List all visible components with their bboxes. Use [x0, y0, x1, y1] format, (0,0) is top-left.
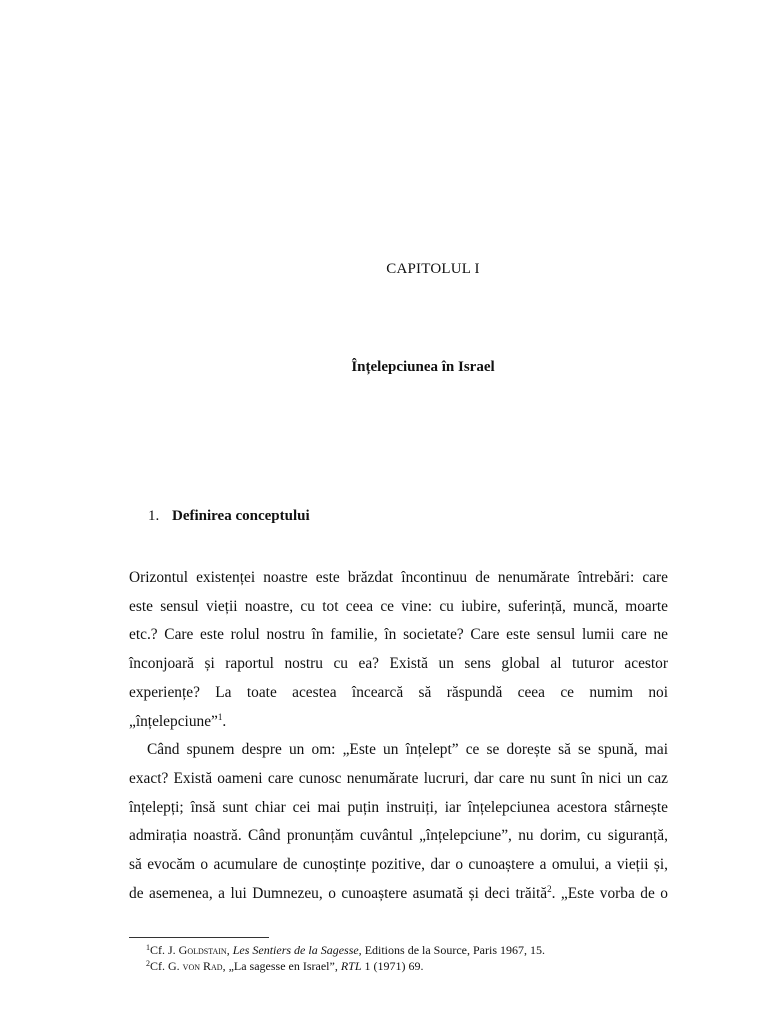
paragraph-line: Când spunem despre un om: „Este un înțelept” ce se dorește să se spună, mai [147, 741, 668, 759]
footnote [146, 958, 545, 974]
body-text [129, 564, 668, 908]
footnote-text: 1 (1971) 69. [361, 959, 424, 973]
paragraph-text: de asemenea, a lui Dumnezeu, o cunoaștere asumată și deci trăită [129, 884, 548, 902]
footnote-author: von Rad [182, 959, 223, 973]
paragraph-line: experiențe? La toate acestea încearcă să răspundă ceea ce numim noi [129, 683, 668, 701]
paragraph-line: să evocăm o acumulare de cunoștințe pozitive, dar o cunoaștere a omului, a vieții și, [129, 856, 668, 874]
footnote-text: , „La sagesse en Israel”, [222, 959, 341, 973]
paragraph-text: . [222, 712, 227, 730]
paragraph-line: înțelepți; însă sunt chiar cei mai puțin instruiți, iar înțelepciunea acestora stârnește [129, 798, 668, 816]
section-title: Definirea conceptului [172, 508, 310, 524]
paragraph-line: este sensul vieții noastre, cu tot ceea ce vine: cu iubire, suferință, muncă, moarte [129, 597, 668, 615]
paragraph-line: etc.? Care este rolul nostru în familie, în societate? Care este sensul lumii care ne [129, 626, 668, 644]
footnote-text: , [226, 943, 233, 957]
footnotes [146, 942, 545, 974]
paragraph-line: Orizontul existenței noastre este brăzdat încontinuu de nenumărate întrebări: care [129, 569, 668, 586]
paragraph-text: „înțelepciune” [129, 712, 218, 730]
section-heading [148, 508, 310, 525]
footnote-title: RTL [340, 959, 362, 973]
paragraph-text: . „Este vorba de o [551, 884, 668, 902]
footnote-marker: 1 [146, 943, 150, 952]
footnote [146, 942, 545, 958]
chapter-label: CAPITOLUL I [386, 261, 480, 277]
footnote-author: Goldstain [178, 943, 227, 957]
footnote-ref[interactable]: 1 [217, 711, 223, 722]
section-number: 1. [148, 508, 160, 524]
footnote-text: Cf. G. [150, 959, 183, 973]
paragraph-line [129, 708, 668, 737]
chapter-title: Înțelepciunea în Israel [351, 359, 495, 375]
paragraph-line: admirația noastră. Când pronunțăm cuvântul „înțelepciune”, nu dorim, cu siguranță, [129, 827, 668, 845]
footnote-divider [129, 937, 269, 938]
footnote-text: Cf. J. [150, 943, 179, 957]
footnote-text: Editions de la Source, Paris 1967, 15. [361, 943, 545, 957]
footnote-title: Les Sentiers de la Sagesse, [232, 943, 362, 957]
paragraph-line: exact? Există oameni care cunosc nenumărate lucruri, dar care nu sunt în nici un caz [129, 769, 668, 787]
paragraph-line: înconjoară și raportul nostru cu ea? Există un sens global al tuturor acestor [129, 655, 668, 673]
paragraph-line [129, 880, 668, 909]
footnote-ref[interactable]: 2 [547, 883, 552, 894]
footnote-marker: 2 [146, 959, 150, 968]
